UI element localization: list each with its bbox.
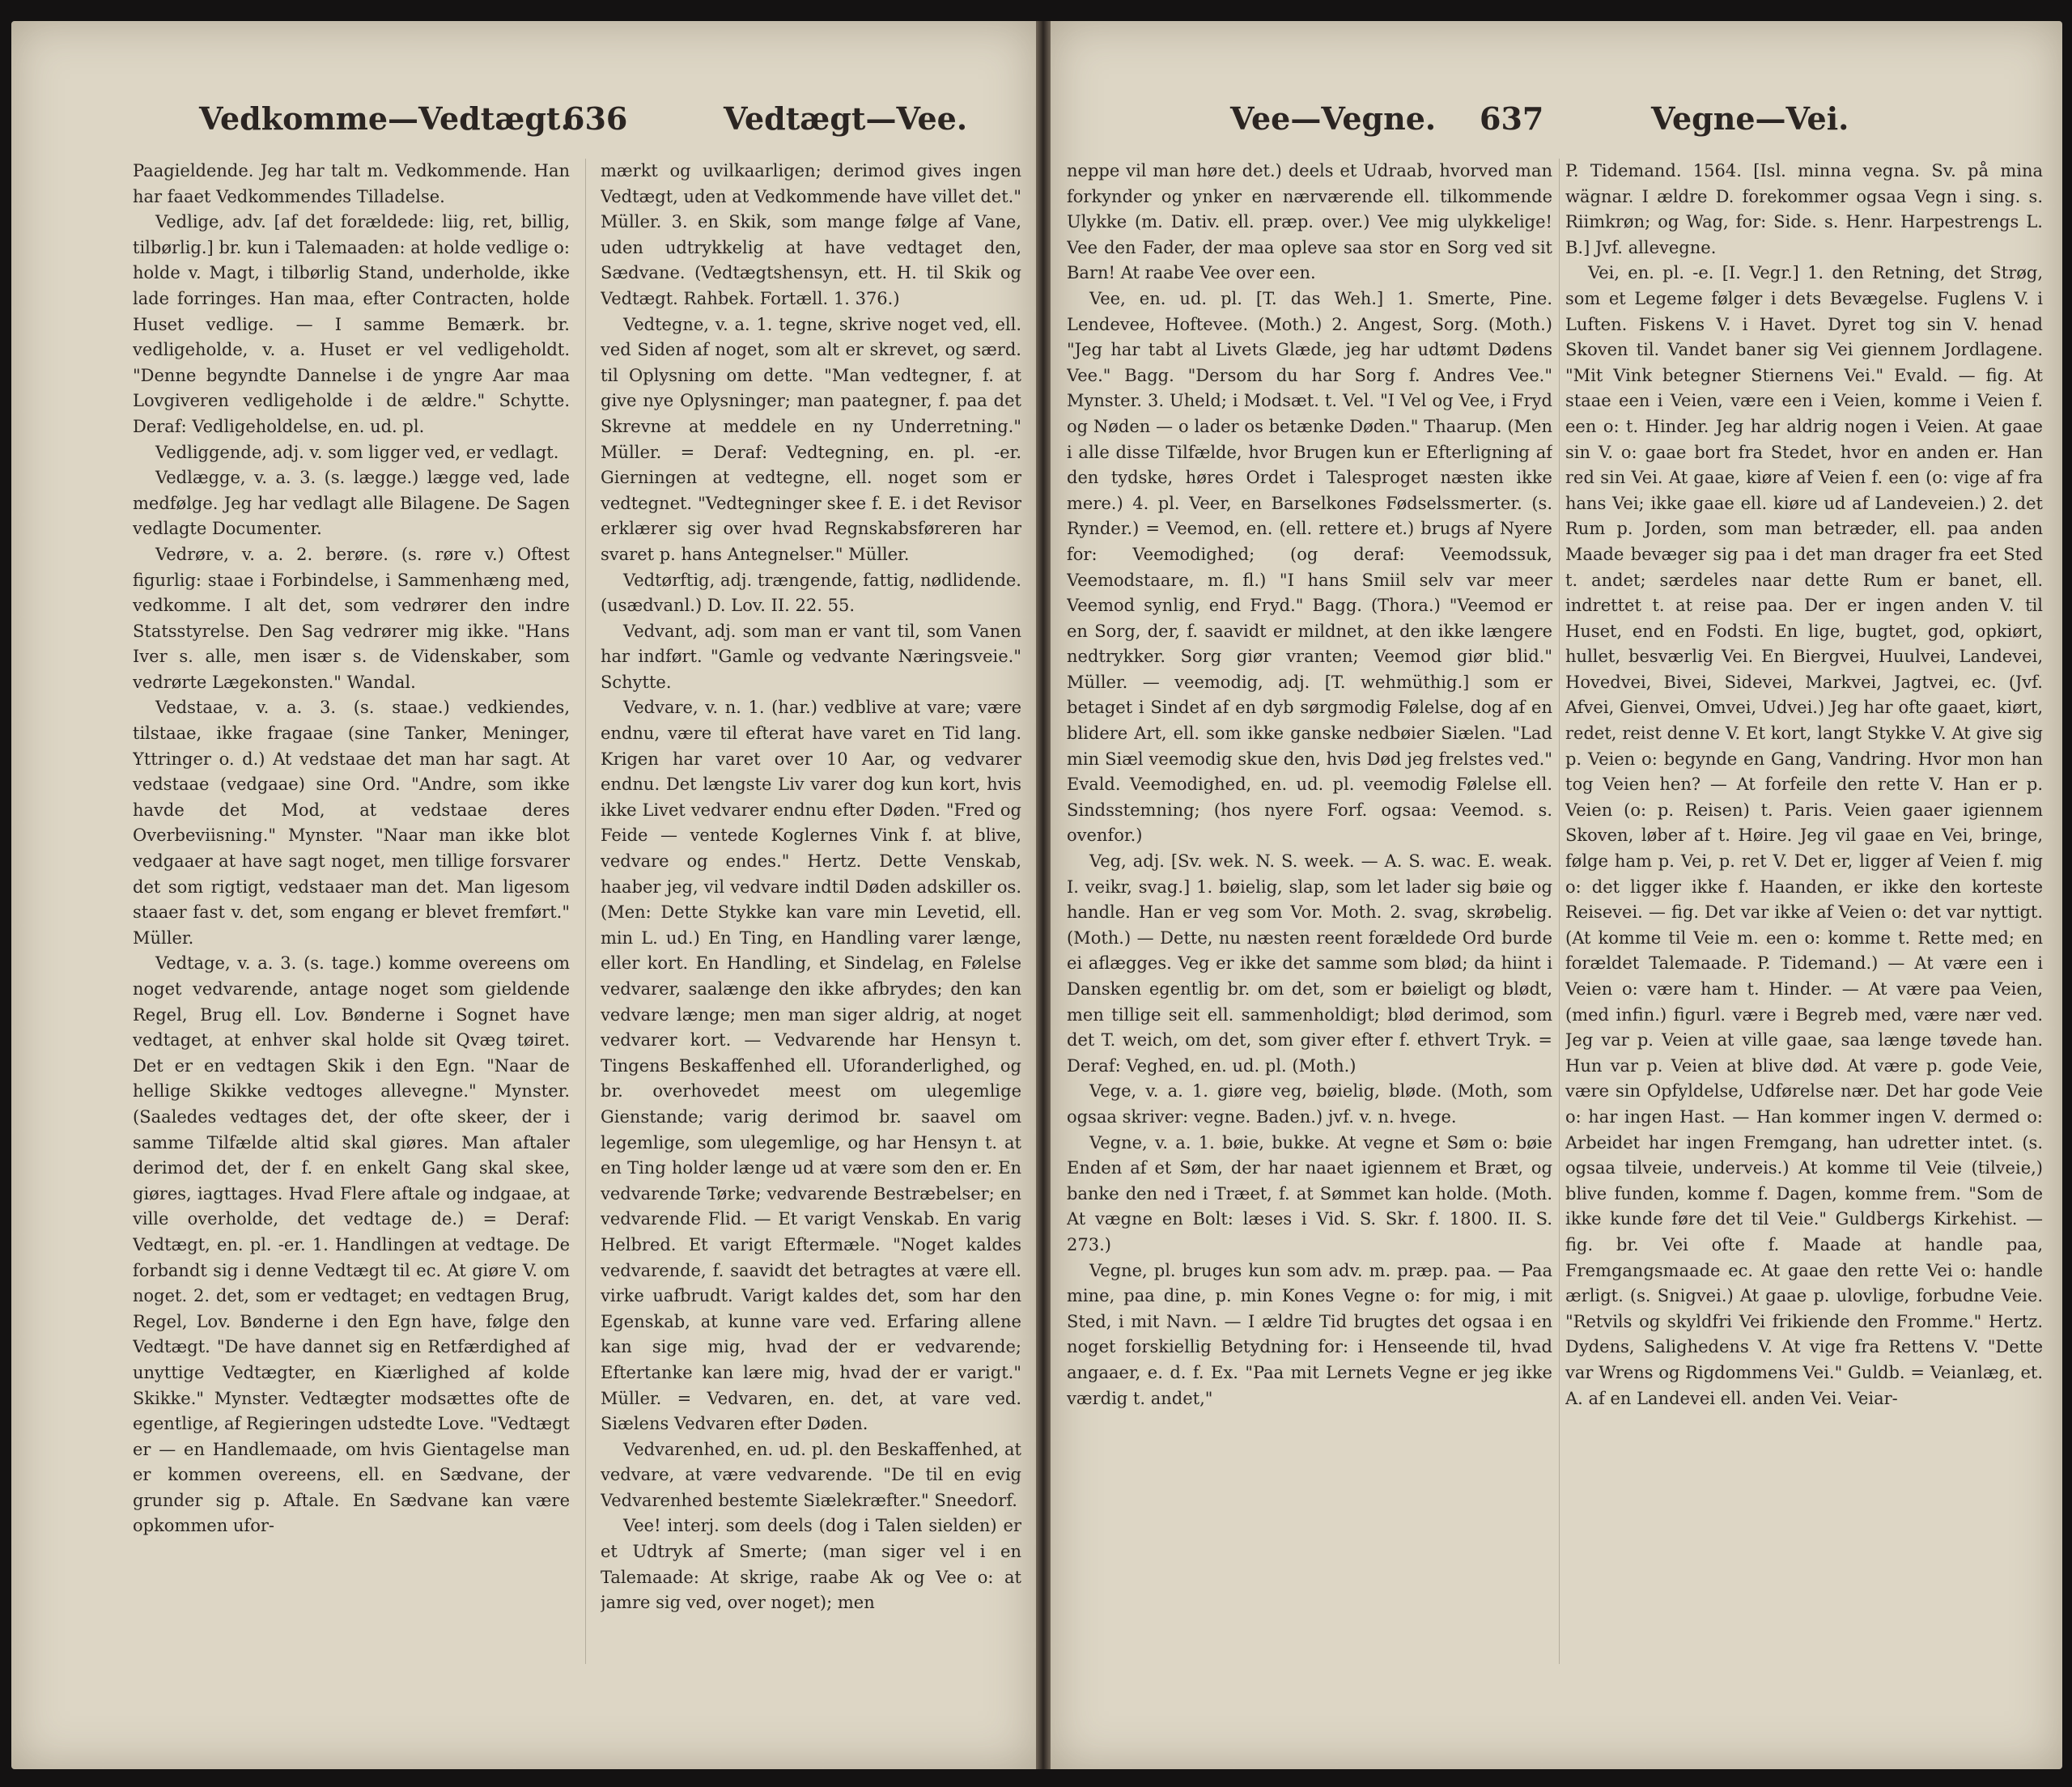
page-number-636: 636 (563, 100, 628, 137)
head-left-title: Vee—Vegne. (1230, 100, 1437, 137)
page-number-637: 637 (1480, 100, 1544, 137)
entry-vei: Vei, en. pl. -e. [I. Vegr.] 1. den Retning, det Strøg, som et Legeme følger i dets Bevægelse. Fuglens V. i Luften. Fiskens V. i Havet. Dyret tog sin V. henad Skoven til. Vandet baner sig Vei giennem Jordlagene. "Mit Vink betegner Stiernens Vei." Evald. — fig. At staae een i Veien, være een i Veien, komme i Veien f. een o: t. Hinder. Jeg har aldrig nogen i Veien. At gaae sin V. o: gaae bort fra Stedet, hvor en anden er. Han red sin Vei. At gaae, kiøre af Veien f. een (o: vige af fra hans Vei; ikke gaae ell. kiøre ud af Landeveien.) 2. det Rum p. Jorden, som man betræder, ell. paa anden Maade bevæger sig paa i det man drager fra eet Sted t. andet; særdeles naar dette Rum er banet, ell. indrettet t. at reise paa. Der er ingen anden V. til Huset, end en Fodsti. En lige, bugtet, god, opkiørt, hullet, besværlig Vei. En Biergvei, Huulvei, Landevei, Hovedvei, Bivei, Sidevei, Markvei, Jagtvei, ec. (Jvf. Afvei, Gienvei, Omvei, Udvei.) Jeg har ofte gaaet, kiørt, redet, reist denne V. Et kort, langt Stykke V. At give sig p. Veien o: begynde en Gang, Vandring. Hvor mon han tog Veien hen? — At forfeile den rette V. Han er p. Veien (o: p. Reisen) t. Paris. Veien gaaer igiennem Skoven, løber af t. Høire. Jeg vil gaae en Vei, bringe, følge ham p. Vei, p. ret V. Det er, ligger af Veien f. mig o: det ligger ikke f. Haanden, er ikke den korteste Reisevei. — fig. Det var ikke af Veien o: det var nyttigt. (At komme til Veie m. een o: komme t. Rette med; en forældet Talemaade. P. Tidemand.) — At være een i Veien o: være ham t. Hinder. — At være paa Veien, (med infin.) figurl. være i Begreb med, være nær ved. Jeg var p. Veien at ville gaae, saa længe tøvede han. Hun var p. Veien at blive død. At være p. gode Veie, være sin Opfyldelse, Udførelse nær. Det har gode Veie o: har ingen Hast. — Han kommer ingen V. dermed o: Arbeidet har ingen Fremgang, han udretter intet. (s. ogsaa tilveie, underveis.) At komme til Veie (tilveie,) blive funden, komme f. Dagen, komme frem. "Som de ikke kunde føre det til Veie." Guldbergs Kirkehist. — fig. br. Vei ofte f. Maade at handle paa, Fremgangsmaade ec. At gaae den rette Vei o: handle ærligt. (s. Snigvei.) At gaae p. ulovlige, forbudne Veie. "Retvils og skyldfri Vei frikiende den Fromme." Hertz. Dydens, Salighedens V. At vige fra Rettens V. "Dette var Wrens og Rigdommens Vei." Guldb. = Veianlæg, et. A. af en Landevei ell. anden Vei. Veiar- (1565, 263, 2043, 1408)
entry-vee-noun: Vee, en. ud. pl. [T. das Weh.] 1. Smerte, Pine. Lendevee, Hoftevee. (Moth.) 2. Angest, Sorg. (Moth.) "Jeg har tabt al Livets Glæde, jeg har udtømt Dødens Vee." Bagg. "Dersom du har Sorg f. Andres Vee." Mynster. 3. Uheld; i Modsæt. t. Vel. "I Vel og Vee, i Fryd og Nøden — o lader os betænke Døden." Thaarup. (Men i alle disse Tilfælde, hvor Brugen kun er Efterligning af den tydske, høres Ordet i Talesproget næsten ikke mere.) 4. pl. Veer, en Barselkones Fødselssmerter. (s. Rynder.) = Veemod, en. (ell. rettere et.) brugs af Nyere for: Veemodighed; (og deraf: Veemodssuk, Veemodstaare, m. fl.) "I hans Smiil selv var meer Veemod synlig, end Fryd." Bagg. (Thora.) "Veemod er en Sorg, der, f. saavidt er mildnet, at den ikke længere nedtrykker. Sorg giør vranten; Veemod giør blid." Müller. — veemodig, adj. [T. wehmüthig.] som er betaget i Sindet af en dyb sørgmodig Følelse, dog af en blidere Art, ell. som ikke ganske nedbøier Siælen. "Lad min Siæl veemodig skue den, hvis Død jeg frelstes ved." Evald. Veemodighed, en. ud. pl. veemodig Følelse ell. Sindsstemning; (hos nyere Forf. ogsaa: Veemod. s. ovenfor.) (1067, 288, 1552, 846)
entry-vedtegne: Vedtegne, v. a. 1. tegne, skrive noget ved, ell. ved Siden af noget, som alt er skrevet, og særd. til Oplysning om dette. "Man vedtegner, f. at give nye Oplysninger; man paategner, f. paa det Skrevne at meddele en ny Underretning." Müller. = Deraf: Vedtegning, en. pl. -er. Gierningen at vedtegne, ell. noget som er vedtegnet. "Vedtegninger skee f. E. i det Revisor erklærer sig over hvad Regnskabsføreren har svaret p. hans Antegnelser." Müller. (601, 314, 1021, 564)
running-head-right (1051, 100, 2062, 149)
head-right-title: Vegne—Vei. (1651, 100, 1849, 137)
entry-text: neppe vil man høre det.) deels et Udraab, hvorved man forkynder og ynker en nærværende ell. tilkommende Ulykke (m. Dativ. ell. præp. over.) Vee mig ulykkelige! Vee den Fader, der maa opleve saa stor en Sorg ved sit Barn! At raabe Vee over een. (1067, 161, 1552, 283)
entry-vee-interj: Vee! interj. som deels (dog i Talen sielden) er et Udtryk af Smerte; (man siger vel i en Talemaade: At skrige, raabe Ak og Vee o: at jamre sig ved, over noget); men (601, 1516, 1021, 1613)
column-divider (585, 159, 586, 1664)
entry-veg: Veg, adj. [Sv. wek. N. S. week. — A. S. wac. E. weak. I. veikr, svag.] 1. bøielig, slap, som let lader sig bøie og handle. Han er veg som Vor. Moth. 2. svag, skrøbelig. (Moth.) — Dette, nu næsten reent forældede Ord burde ei aflægges. Veg er ikke det samme som blød; da hiint i Dansken egentlig br. om det, som er bøieligt og blødt, men tillige seit ell. sammenholdigt; blød derimod, som det T. weich, om det, som giver efter f. ethvert Tryk. = Deraf: Veghed, en. ud. pl. (Moth.) (1067, 851, 1552, 1076)
entry-text: Paagieldende. Jeg har talt m. Vedkommende. Han har faaet Vedkommendes Tilladelse. (133, 161, 570, 206)
entry-vedliggende: Vedliggende, adj. v. som ligger ved, er vedlagt. (155, 442, 559, 462)
running-head-left (11, 100, 1036, 149)
left-column-2 (601, 159, 1021, 1680)
right-column-2 (1565, 159, 2043, 1680)
book-gutter (1036, 21, 1051, 1769)
entry-vedlaegge: Vedlægge, v. a. 3. (s. lægge.) lægge ved, lade medfølge. Jeg har vedlagt alle Bilagene. De Sagen vedlagte Documenter. (133, 468, 570, 539)
entry-vedrore: Vedrøre, v. a. 2. berøre. (s. røre v.) Oftest figurlig: staae i Forbindelse, i Sammenhæng med, vedkomme. I alt det, som vedrører den indre Statsstyrelse. Den Sag vedrører mig ikke. "Hans Iver s. alle, men især s. de Videnskaber, som vedrørte Lægekonsten." Wandal. (133, 544, 570, 692)
entry-vedstaae: Vedstaae, v. a. 3. (s. staae.) vedkiendes, tilstaae, ikke fragaae (sine Tanker, Meninger, Yttringer o. d.) At vedstaae det man har sagt. At vedstaae (vedgaae) sine Ord. "Andre, som ikke havde det Mod, at vedstaae deres Overbeviisning." Mynster. "Naar man ikke blot vedgaaer at have sagt noget, men tillige forsvarer det som rigtigt, vedstaaer man det. Man ligesom staaer fast v. det, som engang er blevet fremført." Müller. (133, 698, 570, 948)
head-right-title: Vedtægt—Vee. (724, 100, 968, 137)
entry-text: P. Tidemand. 1564. [Isl. minna vegna. Sv. på mina wägnar. I ældre D. forekommer ogsaa Vegn i sing. s. Riimkrøn; og Wag, for: Side. s. Henr. Harpestrengs L. B.] Jvf. allevegne. (1565, 161, 2043, 257)
entry-vedlige: Vedlige, adv. [af det forældede: liig, ret, billig, tilbørlig.] br. kun i Talemaaden: at holde vedlige o: holde v. Magt, i tilbørlig Stand, underholde, ikke lade forringes. Han maa, efter Contracten, holde Huset vedlige. — I samme Bemærk. br. vedligeholde, v. a. Huset er vel vedligeholdt. "Denne begyndte Dannelse i de yngre Aar maa Lovgiveren vedligeholde i de ældre." Schytte. Deraf: Vedligeholdelse, en. ud. pl. (133, 212, 570, 436)
right-column-1 (1067, 159, 1552, 1680)
entry-vedvare: Vedvare, v. n. 1. (har.) vedblive at vare; være endnu, være til efterat have varet en Tid lang. Krigen har varet over 10 Aar, og vedvarer endnu. Det længste Liv varer dog kun kort, hvis ikke Livet vedvarer endnu efter Døden. "Fred og Feide — ventede Koglernes Vink f. at blive, vedvare og endes." Hertz. Dette Venskab, haaber jeg, vil vedvare indtil Døden adskiller os. (Men: Dette Stykke kan vare min Levetid, ell. min L. ud.) En Ting, en Handling varer længe, eller kort. En Handling, et Sindelag, en Følelse vedvarer, saalænge den ikke afbrydes; den kan vedvare længe; men man siger aldrig, at noget vedvarer kort. — Vedvarende har Hensyn t. Tingens Beskaffenhed ell. Uforanderlighed, og br. overhovedet meest om ulegemlige Gienstande; varig derimod br. saavel om legemlige, som ulegemlige, og har Hensyn t. at en Ting holder længe ud at være som den er. En vedvarende Tørke; vedvarende Bestræbelser; en vedvarende Flid. — Et varigt Venskab. En varig Helbred. Et varigt Eftermæle. "Noget kaldes vedvarende, f. saavidt det betragtes at være ell. virke uafbrudt. Varigt kaldes det, som har den Egenskab, at kunne vare ved. Erfaring allene kan sige mig, hvad der er vedvarende; Eftertanke kan lære mig, hvad der er varigt." Müller. = Vedvaren, en. det, at vare ved. Siælens Vedvaren efter Døden. (601, 698, 1021, 1434)
entry-vedtorftig: Vedtørftig, adj. trængende, fattig, nødlidende. (usædvanl.) D. Lov. II. 22. 55. (601, 570, 1021, 616)
entry-vedtage: Vedtage, v. a. 3. (s. tage.) komme overeens om noget vedvarende, antage noget som gieldende Regel, Brug ell. Lov. Bønderne i Sognet have vedtaget, at enhver skal holde sit Qvæg tøiret. Det er en vedtagen Skik i den Egn. "Naar de hellige Skikke vedtoges allevegne." Mynster. (Saaledes vedtages det, der ofte skeer, der i samme Tilfælde altid skal giøres. Man aftaler derimod det, der f. en enkelt Gang skal skee, giøres, iagttages. Hvad Flere aftale og indgaae, at ville overholde, det vedtage de.) = Deraf: Vedtægt, en. pl. -er. 1. Handlingen at vedtage. De forbandt sig i denne Vedtægt til ec. At giøre V. om noget. 2. det, som er vedtaget; en vedtagen Brug, Regel, Lov. Bønderne i den Egn have, følge den Vedtægt. "De have dannet sig en Retfærdighed af unyttige Vedtægter, en Kiærlighed af kolde Skikke." Mynster. Vedtægter modsættes ofte de egentlige, af Regieringen udstedte Love. "Vedtægt er — en Handlemaade, om hvis Gientagelse man er kommen overeens, ell. en Sædvane, der grunder sig p. Aftale. En Sædvane kan være opkommen ufor- (133, 953, 570, 1536)
left-column-1 (133, 159, 570, 1680)
right-page (1051, 21, 2062, 1769)
entry-vege: Vege, v. a. 1. giøre veg, bøielig, bløde. (Moth, som ogsaa skriver: vegne. Baden.) jvf. v. n. hvege. (1067, 1081, 1552, 1127)
column-divider (1559, 159, 1560, 1664)
entry-vegne-pl: Vegne, pl. bruges kun som adv. m. præp. paa. — Paa mine, paa dine, p. min Kones Vegne o: for mig, i mit Sted, i mit Navn. — I ældre Tid brugtes det ogsaa i en noget forskiellig Betydning for: i Henseende til, hvad angaaer, e. d. f. Ex. "Paa mit Lernets Vegne er jeg ikke værdig t. andet," (1067, 1260, 1552, 1408)
head-left-title: Vedkomme—Vedtægt. (199, 100, 571, 137)
entry-vegne-verb: Vegne, v. a. 1. bøie, bukke. At vegne et Søm o: bøie Enden af et Søm, der har naaet igiennem et Bræt, og banke den ned i Træet, f. at Sømmet kan holde. (Moth. At vægne en Bolt: læses i Vid. S. Skr. f. 1800. II. S. 273.) (1067, 1132, 1552, 1254)
entry-vedvant: Vedvant, adj. som man er vant til, som Vanen har indført. "Gamle og vedvante Næringsveie." Schytte. (601, 621, 1021, 692)
left-page (11, 21, 1036, 1769)
entry-vedvarenhed: Vedvarenhed, en. ud. pl. den Beskaffenhed, at vedvare, at være vedvarende. "De til en evig Vedvarenhed bestemte Siælekræfter." Sneedorf. (601, 1439, 1021, 1510)
entry-text: mærkt og uvilkaarligen; derimod gives ingen Vedtægt, uden at Vedkommende have villet det." Müller. 3. en Skik, som mange følge af Vane, uden udtrykkelig at have vedtaget den, Sædvane. (Vedtægtshensyn, ett. H. til Skik og Vedtægt. Rahbek. Fortæll. 1. 376.) (601, 161, 1021, 308)
